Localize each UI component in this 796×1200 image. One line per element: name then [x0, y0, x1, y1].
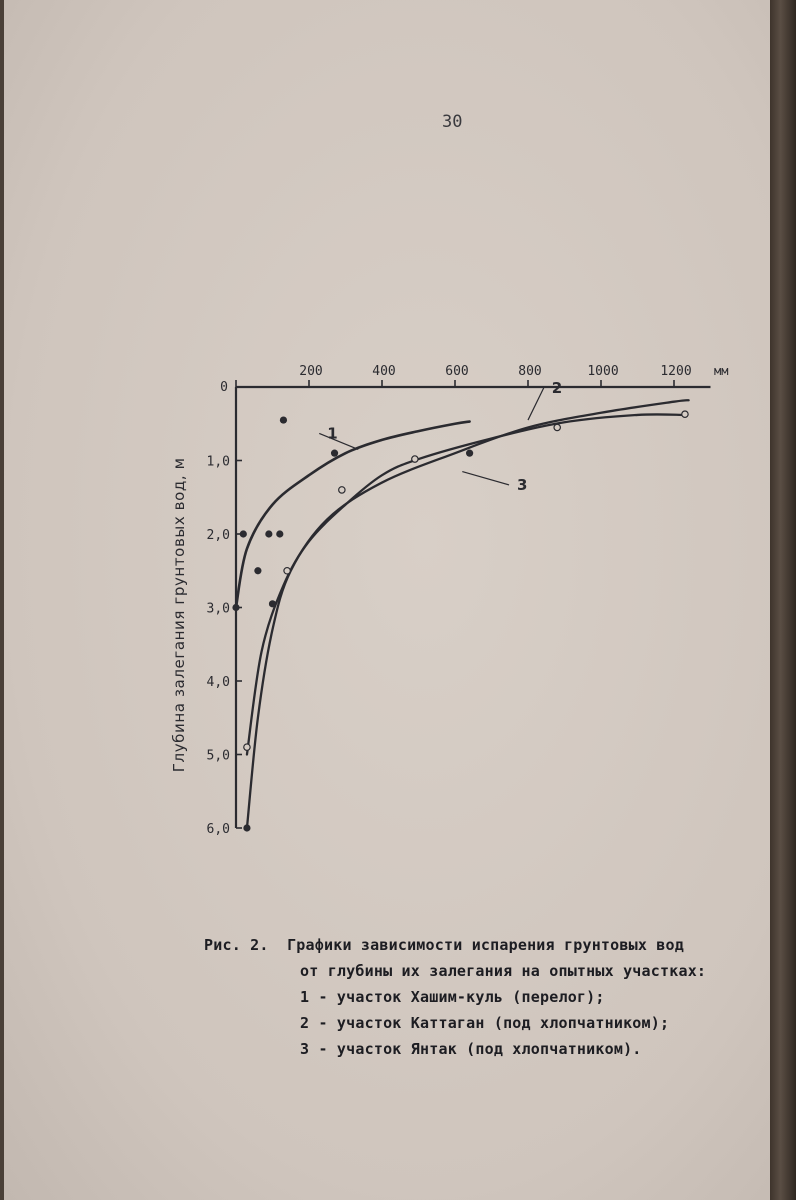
series-2-leader: [528, 388, 544, 420]
series-2-point: [269, 600, 276, 607]
y-tick-label: 3,0: [206, 601, 230, 617]
book-edge: [770, 0, 796, 1200]
series-1-point: [254, 567, 261, 574]
series-1-point: [276, 530, 283, 537]
x-tick-label: 0: [220, 380, 228, 395]
chart-curves: [236, 400, 689, 828]
series-1-point: [331, 450, 338, 457]
series-2-label: 2: [551, 378, 563, 397]
caption-title: Рис. 2. Графики зависимости испарения грунтовых вод: [204, 936, 684, 954]
series-3-point: [554, 424, 560, 430]
series-3-leader: [462, 472, 509, 485]
series-3-label: 3: [517, 475, 528, 494]
x-tick-label: 200: [299, 364, 323, 379]
evaporation-chart: [154, 340, 729, 860]
caption-legend-3: 3 - участок Янтак (под хлопчатником).: [300, 1040, 642, 1058]
series-3-point: [284, 568, 290, 574]
caption-legend-1: 1 - участок Хашим-куль (перелог);: [300, 988, 605, 1006]
caption-legend-2: 2 - участок Каттаган (под хлопчатником);: [300, 1014, 670, 1032]
x-unit-label: мм: [714, 364, 729, 378]
y-tick-label: 6,0: [206, 822, 230, 837]
series-1-point: [280, 416, 287, 423]
series-1-point: [265, 530, 272, 537]
series-1-leader: [319, 433, 358, 449]
series-1-label: 1: [327, 424, 338, 443]
series-3-point: [412, 456, 418, 462]
page-number: 30: [442, 112, 463, 132]
x-tick-label: 1200: [660, 364, 692, 379]
y-tick-label: 1,0: [206, 454, 230, 470]
y-tick-label: 4,0: [206, 675, 230, 690]
x-tick-label: 1000: [587, 364, 619, 379]
series-2-point: [466, 450, 473, 457]
x-tick-label: 400: [372, 364, 396, 379]
series-3-point: [244, 744, 250, 750]
y-tick-label: 5,0: [206, 748, 230, 764]
series-1-point: [240, 530, 247, 537]
series-2-point: [243, 824, 250, 831]
caption-line-2: от глубины их залегания на опытных участках:: [300, 962, 707, 980]
series-1-curve: [236, 422, 470, 608]
series-2-curve: [247, 400, 689, 828]
y-axis-title: Глубина залегания грунтовых вод, м: [170, 457, 188, 773]
x-tick-label: 800: [518, 364, 542, 379]
series-3-point: [682, 411, 688, 417]
series-3-curve: [247, 414, 685, 754]
y-tick-label: 2,0: [206, 528, 230, 543]
document-page: [4, 0, 770, 1200]
chart-points: [232, 411, 688, 832]
series-1-point: [232, 604, 239, 611]
series-3-point: [339, 487, 345, 493]
x-tick-label: 600: [445, 364, 469, 379]
